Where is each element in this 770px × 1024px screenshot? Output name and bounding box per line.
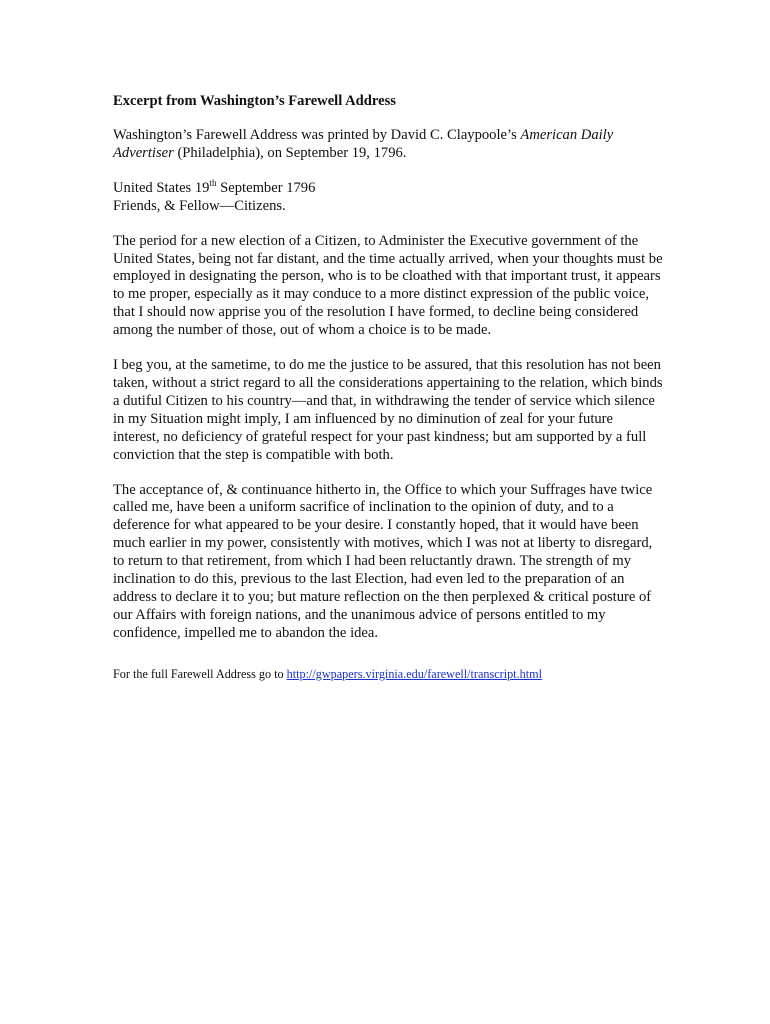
intro-text-after: (Philadelphia), on September 19, 1796.	[173, 144, 407, 161]
full-address-link[interactable]: http://gwpapers.virginia.edu/farewell/transcript.html	[286, 666, 542, 681]
body-paragraph-2: I beg you, at the sametime, to do me the justice to be assured, that this resolution has not been taken, without a strict regard to all the considerations appertaining to the relation, which binds a dutiful Citizen to his country—and that, in withdrawing the tender of service which silence in my Situation might imply, I am influenced by no diminution of zeal for your future interest, no deficiency of grateful respect for your past kindness; but am supported by a full conviction that the step is compatible with both.	[113, 357, 663, 463]
footer-text: For the full Farewell Address go to	[113, 666, 287, 681]
document-body	[113, 92, 663, 682]
intro-paragraph	[113, 127, 663, 163]
newspaper-name: American Daily Advertiser	[113, 127, 614, 161]
dateline	[113, 177, 663, 198]
footer-note	[113, 666, 663, 682]
dateline-ordinal-suffix: th	[209, 177, 217, 188]
intro-text-before: Washington’s Farewell Address was printed by David C. Claypoole’s	[113, 127, 521, 143]
salutation: Friends, & Fellow—Citizens.	[113, 197, 286, 214]
document-title: Excerpt from Washington’s Farewell Address	[113, 93, 396, 109]
body-paragraph-1: The period for a new election of a Citizen, to Administer the Executive government of the United States, being not far distant, and the time actually arrived, when your thoughts must be employed in designating the person, who is to be cloathed with that important trust, it appears to me proper, especially as it may conduce to a more distinct expression of the public voice, that I should now apprise you of the resolution I have formed, to decline being considered among the number of those, out of whom a choice is to be made.	[113, 232, 663, 339]
dateline-place-day: United States 19	[113, 179, 210, 196]
dateline-month-year: September 1796	[216, 179, 316, 196]
body-paragraph-3: The acceptance of, & continuance hitherto in, the Office to which your Suffrages have twice called me, have been a uniform sacrifice of inclination to the opinion of duty, and to a deference for what appeared to be your desire. I constantly hoped, that it would have been much earlier in my power, consistently with motives, which I was not at liberty to disregard, to return to that retirement, from which I had been reluctantly drawn. The strength of my inclination to do this, previous to the last Election, had even led to the preparation of an address to declare it to you; but mature reflection on the then perplexed & critical posture of our Affairs with foreign nations, and the unanimous advice of persons entitled to my confidence, impelled me to abandon the idea.	[113, 481, 653, 641]
